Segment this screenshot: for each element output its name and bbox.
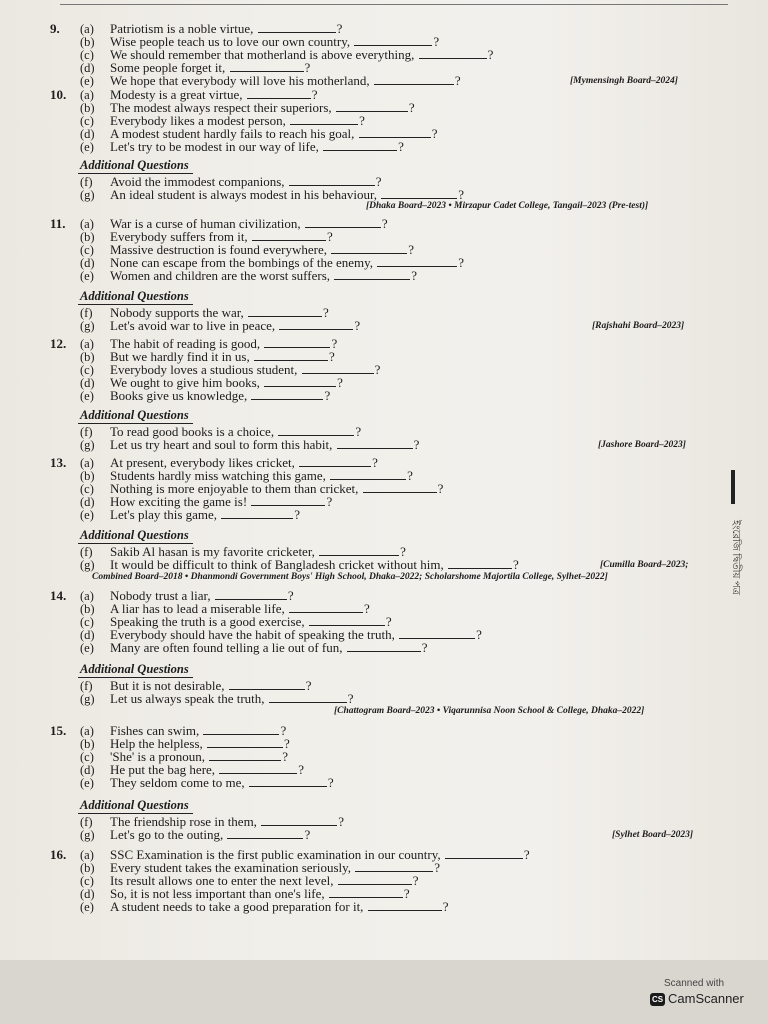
answer-blank (323, 140, 397, 151)
tag-question-mark: ? (336, 21, 343, 36)
item-label: (a) (80, 589, 94, 603)
camscanner-brand-text: CamScanner (668, 991, 744, 1006)
tag-question-mark: ? (381, 216, 388, 231)
item-label: (c) (80, 614, 94, 629)
answer-blank (258, 22, 336, 33)
tag-question-mark: ? (454, 72, 461, 88)
tag-question-mark: ? (338, 814, 344, 829)
item-label: (f) (80, 815, 93, 829)
tag-question-mark: ? (431, 125, 438, 141)
tag-question-mark: ? (408, 99, 415, 115)
item-sentence: Let's avoid war to live in peace, (110, 317, 276, 333)
question-number: 15. (50, 723, 67, 738)
answer-blank (309, 615, 385, 626)
item-text (110, 269, 417, 283)
item-text (110, 140, 404, 154)
item-label: (d) (80, 375, 95, 390)
item-label: (c) (80, 242, 94, 257)
question-row (0, 776, 768, 790)
item-sentence: Books give us knowledge, (110, 387, 248, 403)
item-label: (g) (80, 827, 95, 842)
item-sentence: It would be difficult to think of Bangladesh cricket without him, (110, 556, 444, 572)
item-sentence: Let's play this game, (110, 506, 218, 522)
item-sentence: Sakib Al hasan is my favorite cricketer, (110, 544, 315, 559)
item-label: (f) (80, 425, 93, 439)
answer-blank (354, 35, 432, 46)
item-sentence: Its result allows one to enter the next level, (110, 872, 334, 888)
tag-question-mark: ? (305, 678, 312, 693)
side-book-title: ইংরেজি দ্বিতীয় পত্র (730, 520, 741, 596)
item-label: (e) (80, 640, 94, 655)
item-label: (e) (80, 507, 94, 522)
tag-question-mark: ? (400, 544, 406, 559)
question-row (0, 900, 768, 914)
tag-question-mark: ? (323, 305, 329, 320)
item-label: (b) (80, 736, 95, 751)
tag-question-mark: ? (298, 761, 305, 777)
item-label: (b) (80, 349, 95, 364)
item-label: (a) (80, 88, 94, 102)
answer-blank (203, 724, 279, 735)
item-sentence: Everybody loves a studious student, (110, 361, 298, 377)
item-sentence: Everybody suffers from it, (110, 228, 248, 244)
answer-blank (289, 175, 375, 186)
answer-blank (251, 495, 325, 506)
answer-blank (227, 828, 303, 839)
item-sentence: Avoid the immodest companions, (110, 174, 285, 189)
answer-blank (374, 74, 454, 85)
item-label: (a) (80, 456, 94, 470)
question-row (0, 140, 768, 154)
answer-blank (337, 438, 413, 449)
question-row (0, 389, 768, 403)
item-sentence: Every student takes the examination seriously, (110, 859, 352, 875)
item-sentence: At present, everybody likes cricket, (110, 455, 295, 470)
additional-questions-heading: Additional Questions (78, 158, 193, 174)
item-label: (c) (80, 362, 94, 377)
item-label: (e) (80, 268, 94, 283)
item-label: (g) (80, 557, 95, 572)
question-number: 11. (50, 216, 66, 231)
tag-question-mark: ? (398, 138, 404, 154)
item-label: (b) (80, 860, 95, 875)
item-label: (c) (80, 749, 94, 764)
item-text (110, 828, 310, 842)
item-label: (f) (80, 175, 93, 189)
tag-question-mark: ? (327, 774, 334, 790)
answer-blank (368, 900, 442, 911)
item-label: (d) (80, 886, 95, 901)
answer-blank (336, 101, 408, 112)
answer-blank (299, 456, 371, 467)
tag-question-mark: ? (512, 556, 519, 572)
additional-questions-heading: Additional Questions (78, 408, 193, 424)
source-citation: [Chattogram Board–2023 • Viqarunnisa Noon School & College, Dhaka–2022] (334, 706, 645, 716)
camscanner-logo-icon: CS (651, 995, 664, 1004)
question-number: 16. (50, 847, 67, 862)
answer-blank (230, 61, 304, 72)
question-number: 13. (50, 455, 67, 470)
tag-question-mark: ? (359, 112, 365, 128)
tag-question-mark: ? (403, 885, 410, 901)
answer-blank (338, 874, 412, 885)
source-citation: [Rajshahi Board–2023] (592, 320, 685, 331)
item-label: (e) (80, 388, 94, 403)
item-sentence: The friendship rose in them, (110, 814, 257, 829)
item-label: (a) (80, 217, 94, 231)
answer-blank (419, 48, 487, 59)
question-number: 9. (50, 21, 60, 36)
scanned-with-text: Scanned with (664, 978, 725, 989)
question-row (0, 508, 768, 522)
answer-blank (329, 887, 403, 898)
item-sentence: We ought to give him books, (110, 374, 260, 390)
answer-blank (319, 545, 399, 556)
answer-blank (221, 508, 293, 519)
tag-question-mark: ? (324, 387, 331, 403)
answer-blank (252, 230, 326, 241)
item-sentence: They seldom come to me, (110, 774, 245, 790)
answer-blank (377, 256, 457, 267)
answer-blank (330, 469, 406, 480)
tag-question-mark: ? (311, 87, 318, 102)
tag-question-mark: ? (523, 847, 530, 862)
source-citation: [Mymensingh Board–2024] (570, 75, 678, 86)
item-sentence: Wise people teach us to love our own country, (110, 33, 351, 49)
item-sentence: But we hardly find it in us, (110, 348, 250, 364)
tag-question-mark: ? (407, 467, 413, 483)
item-sentence: To read good books is a choice, (110, 424, 275, 439)
tag-question-mark: ? (355, 424, 362, 439)
item-label: (f) (80, 545, 93, 559)
item-label: (g) (80, 691, 95, 706)
answer-blank (254, 350, 328, 361)
answer-blank (347, 641, 421, 652)
item-label: (e) (80, 139, 94, 154)
source-citation: Combined Board–2018 • Dhanmondi Government Boys' High School, Dhaka–2022; Scholarshome Majortila College, Sylhet–2022] (92, 572, 608, 582)
answer-blank (399, 628, 475, 639)
answer-blank (207, 737, 283, 748)
tag-question-mark: ? (331, 336, 338, 351)
item-sentence: Help the helpless, (110, 735, 203, 751)
item-sentence: 'She' is a pronoun, (110, 748, 205, 764)
item-sentence: War is a curse of human civilization, (110, 216, 301, 231)
item-label: (a) (80, 848, 94, 862)
item-sentence: Speaking the truth is a good exercise, (110, 613, 305, 629)
item-sentence: The habit of reading is good, (110, 336, 261, 351)
item-label: (e) (80, 899, 94, 914)
item-label: (d) (80, 762, 95, 777)
item-sentence: Let's go to the outing, (110, 826, 224, 842)
answer-blank (219, 763, 297, 774)
item-label: (a) (80, 22, 94, 36)
tag-question-mark: ? (421, 639, 428, 655)
tag-question-mark: ? (337, 374, 343, 390)
tag-question-mark: ? (363, 600, 370, 616)
tag-question-mark: ? (385, 613, 392, 629)
item-text (110, 389, 330, 403)
tag-question-mark: ? (458, 254, 465, 270)
question-number: 14. (50, 588, 67, 603)
answer-blank (381, 188, 457, 199)
tag-question-mark: ? (437, 480, 444, 496)
tag-question-mark: ? (354, 317, 361, 333)
tag-question-mark: ? (458, 186, 465, 202)
tag-question-mark: ? (284, 735, 290, 751)
item-sentence: How exciting the game is! (110, 493, 248, 509)
tag-question-mark: ? (413, 436, 420, 452)
answer-blank (302, 363, 374, 374)
tag-question-mark: ? (304, 59, 311, 75)
answer-blank (305, 217, 381, 228)
item-sentence: We should remember that motherland is above everything, (110, 46, 415, 62)
source-citation: [Jashore Board–2023] (598, 439, 686, 450)
item-sentence: SSC Examination is the first public examination in our country, (110, 847, 441, 862)
item-sentence: Patriotism is a noble virtue, (110, 21, 254, 36)
answer-blank (334, 269, 410, 280)
item-label: (e) (80, 775, 94, 790)
answer-blank (289, 602, 363, 613)
item-label: (b) (80, 229, 95, 244)
item-label: (g) (80, 318, 95, 333)
item-text (110, 558, 519, 572)
item-label: (b) (80, 468, 95, 483)
item-label: (g) (80, 437, 95, 452)
source-citation-inline: [Cumilla Board–2023; (600, 559, 689, 570)
item-label: (c) (80, 113, 94, 128)
item-sentence: But it is not desirable, (110, 678, 225, 693)
item-sentence: A modest student hardly fails to reach his goal, (110, 125, 355, 141)
tag-question-mark: ? (329, 348, 335, 364)
item-sentence: Let us always speak the truth, (110, 690, 265, 706)
tag-question-mark: ? (282, 748, 288, 764)
item-sentence: The modest always respect their superiors, (110, 99, 332, 115)
answer-blank (248, 306, 322, 317)
item-sentence: So, it is not less important than one's life, (110, 885, 325, 901)
answer-blank (278, 425, 354, 436)
item-label: (f) (80, 306, 93, 320)
camscanner-watermark (646, 974, 750, 1012)
source-citation: [Sylhet Board–2023] (612, 829, 694, 840)
item-label: (c) (80, 873, 94, 888)
item-sentence: Massive destruction is found everywhere, (110, 241, 327, 257)
tag-question-mark: ? (434, 859, 441, 875)
item-sentence: Nobody trust a liar, (110, 588, 211, 603)
item-sentence: A liar has to lead a miserable life, (110, 600, 285, 616)
item-sentence: Everybody should have the habit of speaking the truth, (110, 626, 395, 642)
item-label: (d) (80, 60, 95, 75)
item-text (110, 508, 300, 522)
tag-question-mark: ? (412, 872, 419, 888)
question-number: 12. (50, 336, 67, 351)
item-text (110, 438, 419, 452)
answer-blank (229, 679, 305, 690)
answer-blank (249, 776, 327, 787)
tag-question-mark: ? (304, 826, 311, 842)
item-label: (b) (80, 601, 95, 616)
tag-question-mark: ? (280, 723, 287, 738)
item-sentence: Many are often found telling a lie out of fun, (110, 639, 343, 655)
answer-blank (290, 114, 358, 125)
item-text (110, 692, 354, 706)
answer-blank (363, 482, 437, 493)
tag-question-mark: ? (375, 174, 382, 189)
item-sentence: Let's try to be modest in our way of life, (110, 138, 319, 154)
tag-question-mark: ? (294, 506, 301, 522)
item-label: (a) (80, 724, 94, 738)
item-text (110, 776, 334, 790)
question-row (0, 269, 768, 283)
item-label: (b) (80, 34, 95, 49)
tag-question-mark: ? (372, 455, 378, 470)
item-sentence: Everybody likes a modest person, (110, 112, 286, 128)
answer-blank (445, 848, 523, 859)
item-text (110, 74, 461, 88)
item-label: (c) (80, 481, 94, 496)
question-row (0, 692, 768, 706)
additional-questions-heading: Additional Questions (78, 662, 193, 678)
additional-questions-heading: Additional Questions (78, 798, 193, 814)
item-sentence: Nobody supports the war, (110, 305, 244, 320)
item-label: (g) (80, 187, 95, 202)
item-label: (a) (80, 337, 94, 351)
answer-blank (215, 589, 287, 600)
answer-blank (261, 815, 337, 826)
additional-questions-heading: Additional Questions (78, 528, 193, 544)
item-sentence: An ideal student is always modest in his behaviour, (110, 186, 378, 202)
item-label: (c) (80, 47, 94, 62)
question-row (0, 641, 768, 655)
answer-blank (279, 319, 353, 330)
item-label: (d) (80, 126, 95, 141)
tag-question-mark: ? (374, 361, 381, 377)
tag-question-mark: ? (347, 690, 354, 706)
item-label: (d) (80, 255, 95, 270)
tag-question-mark: ? (487, 46, 494, 62)
item-sentence: Nothing is more enjoyable to them than cricket, (110, 480, 359, 496)
item-sentence: None can escape from the bombings of the enemy, (110, 254, 374, 270)
tag-question-mark: ? (476, 626, 482, 642)
tag-question-mark: ? (287, 588, 294, 603)
tag-question-mark: ? (326, 493, 333, 509)
item-sentence: Some people forget it, (110, 59, 226, 75)
answer-blank (264, 337, 330, 348)
item-sentence: Women and children are the worst suffers, (110, 267, 331, 283)
item-sentence: Modesty is a great virtue, (110, 87, 243, 102)
item-sentence: We hope that everybody will love his motherland, (110, 72, 370, 88)
question-number: 10. (50, 87, 67, 102)
tag-question-mark: ? (442, 898, 449, 914)
item-text (110, 900, 448, 914)
side-marker (731, 470, 735, 504)
answer-blank (448, 558, 512, 569)
answer-blank (269, 692, 347, 703)
answer-blank (251, 389, 323, 400)
answer-blank (359, 127, 431, 138)
item-label: (e) (80, 73, 94, 88)
item-sentence: Let us try heart and soul to form this habit, (110, 436, 333, 452)
item-label: (d) (80, 494, 95, 509)
item-sentence: A student needs to take a good preparation for it, (110, 898, 364, 914)
answer-blank (264, 376, 336, 387)
item-text (110, 319, 360, 333)
item-label: (d) (80, 627, 95, 642)
item-text (110, 641, 428, 655)
item-sentence: Fishes can swim, (110, 723, 200, 738)
tag-question-mark: ? (411, 267, 418, 283)
tag-question-mark: ? (408, 241, 415, 257)
item-sentence: Students hardly miss watching this game, (110, 467, 326, 483)
answer-blank (209, 750, 281, 761)
answer-blank (247, 88, 311, 99)
source-citation: [Dhaka Board–2023 • Mirzapur Cadet College, Tangail–2023 (Pre-test)] (366, 201, 649, 211)
answer-blank (355, 861, 433, 872)
item-label: (f) (80, 679, 93, 693)
answer-blank (331, 243, 407, 254)
item-label: (b) (80, 100, 95, 115)
tag-question-mark: ? (326, 228, 333, 244)
additional-questions-heading: Additional Questions (78, 289, 193, 305)
tag-question-mark: ? (433, 33, 440, 49)
item-sentence: He put the bag here, (110, 761, 216, 777)
